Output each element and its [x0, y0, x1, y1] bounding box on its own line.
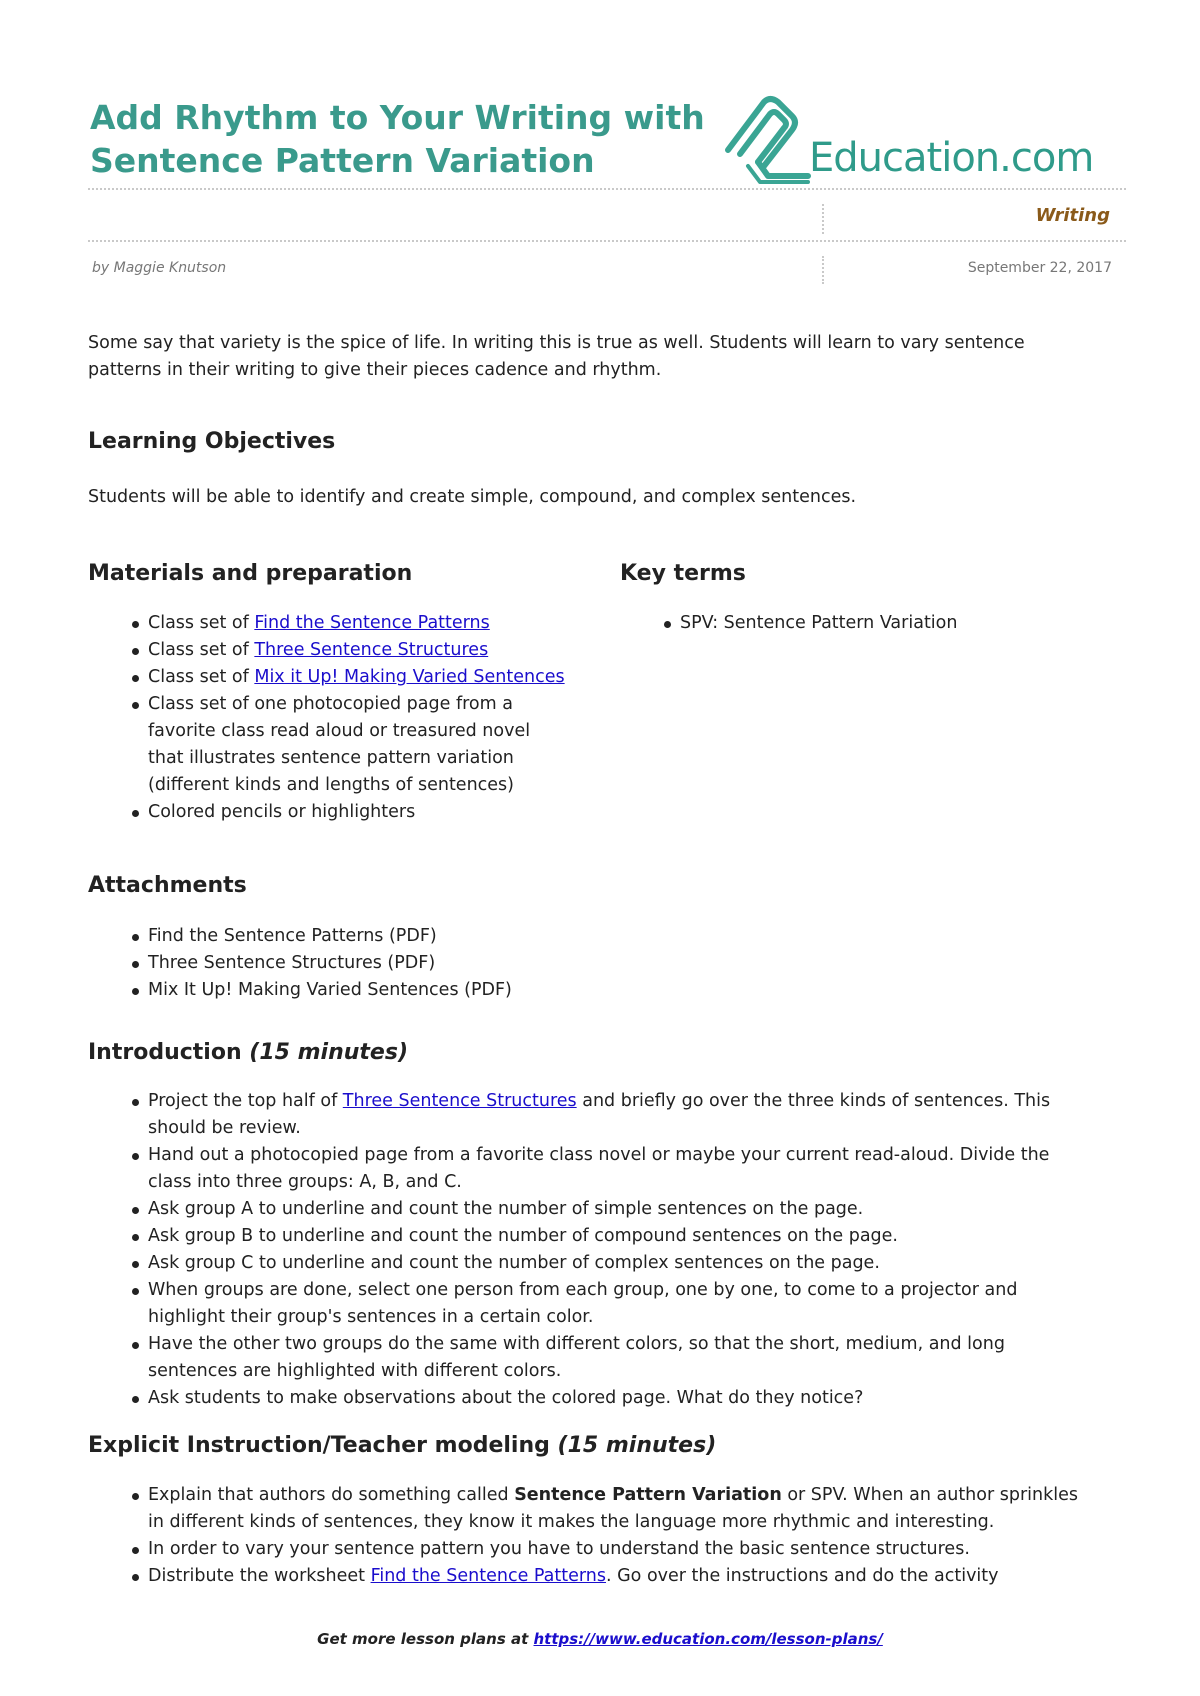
attachments-list	[148, 923, 748, 1004]
attachments-heading: Attachments	[88, 873, 247, 898]
list-item: Ask students to make observations about the colored page. What do they notice?	[148, 1385, 1133, 1412]
header-vertical-divider	[822, 204, 824, 234]
link-mix-it-up[interactable]: Mix it Up! Making Varied Sentences	[254, 667, 565, 687]
attachment-item[interactable]: Mix It Up! Making Varied Sentences (PDF)	[148, 977, 748, 1004]
list-item: Class set of Three Sentence Structures	[148, 637, 618, 664]
list-item: Ask group C to underline and count the number of complex sentences on the page.	[148, 1250, 1133, 1277]
intro-paragraph: Some say that variety is the spice of life. In writing this is true as well. Students will learn to vary sentence patterns in their writing to give their pieces cadence and rhythm.	[88, 333, 1025, 380]
introduction-heading: Introduction (15 minutes)	[88, 1040, 409, 1065]
introduction-list	[148, 1088, 1133, 1412]
subject-label: Writing	[1035, 205, 1110, 226]
materials-heading: Materials and preparation	[88, 561, 413, 586]
materials-list	[148, 610, 618, 826]
list-item: In order to vary your sentence pattern you have to understand the basic sentence structures.	[148, 1536, 1138, 1563]
meta-vertical-divider	[822, 256, 824, 284]
footer-lesson-plans-link[interactable]: https://www.education.com/lesson-plans/	[533, 1630, 883, 1648]
list-item: SPV: Sentence Pattern Variation	[680, 610, 1120, 637]
list-item: Ask group A to underline and count the number of simple sentences on the page.	[148, 1196, 1133, 1223]
key-terms-heading: Key terms	[620, 561, 746, 586]
list-item: Explain that authors do something called Sentence Pattern Variation or SPV. When an author sprinkles in different kinds of sentences, they know it makes the language more rhythmic and interesting.	[148, 1482, 1138, 1536]
explicit-instruction-heading: Explicit Instruction/Teacher modeling (15 minutes)	[88, 1433, 717, 1458]
list-item: Class set of one photocopied page from a favorite class read aloud or treasured novel that illustrates sentence pattern variation (different kinds and lengths of sentences)	[148, 691, 618, 799]
list-item: Project the top half of Three Sentence Structures and briefly go over the three kinds of sentences. This should be review.	[148, 1088, 1133, 1142]
publish-date: September 22, 2017	[967, 260, 1112, 276]
list-item: Hand out a photocopied page from a favorite class novel or maybe your current read-aloud. Divide the class into three groups: A, B, and C.	[148, 1142, 1133, 1196]
logo-wordmark: Education.com	[809, 135, 1094, 181]
header-divider	[88, 188, 1126, 190]
attachment-item[interactable]: Find the Sentence Patterns (PDF)	[148, 923, 748, 950]
footer: Get more lesson plans at https://www.education.com/lesson-plans/	[317, 1630, 883, 1648]
list-item: Class set of Find the Sentence Patterns	[148, 610, 618, 637]
author: by Maggie Knutson	[92, 260, 227, 276]
learning-objectives-heading: Learning Objectives	[88, 429, 336, 454]
introduction-duration: (15 minutes)	[249, 1040, 409, 1065]
title-line-2: Sentence Pattern Variation	[90, 141, 595, 180]
paperclip-logo-icon	[718, 92, 818, 188]
title-line-1: Add Rhythm to Your Writing with	[90, 98, 705, 137]
education-logo[interactable]	[718, 92, 1123, 188]
link-three-sentence-structures[interactable]: Three Sentence Structures	[254, 640, 489, 660]
link-find-sentence-patterns[interactable]: Find the Sentence Patterns	[254, 613, 490, 633]
list-item: Ask group B to underline and count the number of compound sentences on the page.	[148, 1223, 1133, 1250]
list-item: Colored pencils or highlighters	[148, 799, 618, 826]
explicit-instruction-list	[148, 1482, 1138, 1590]
learning-objectives-text: Students will be able to identify and create simple, compound, and complex sentences.	[88, 487, 857, 507]
explicit-instruction-duration: (15 minutes)	[557, 1433, 717, 1458]
meta-divider	[88, 240, 1126, 242]
attachment-item[interactable]: Three Sentence Structures (PDF)	[148, 950, 748, 977]
list-item: Distribute the worksheet Find the Sentence Patterns. Go over the instructions and do the activity	[148, 1563, 1138, 1590]
list-item: Class set of Mix it Up! Making Varied Sentences	[148, 664, 618, 691]
list-item: Have the other two groups do the same with different colors, so that the short, medium, and long sentences are highlighted with different colors.	[148, 1331, 1133, 1385]
list-item: When groups are done, select one person from each group, one by one, to come to a projector and highlight their group's sentences in a certain color.	[148, 1277, 1133, 1331]
link-three-sentence-structures-intro[interactable]: Three Sentence Structures	[342, 1091, 577, 1111]
page-title	[90, 96, 710, 182]
key-terms-list	[680, 610, 1120, 637]
link-find-sentence-patterns-explicit[interactable]: Find the Sentence Patterns	[370, 1566, 606, 1586]
